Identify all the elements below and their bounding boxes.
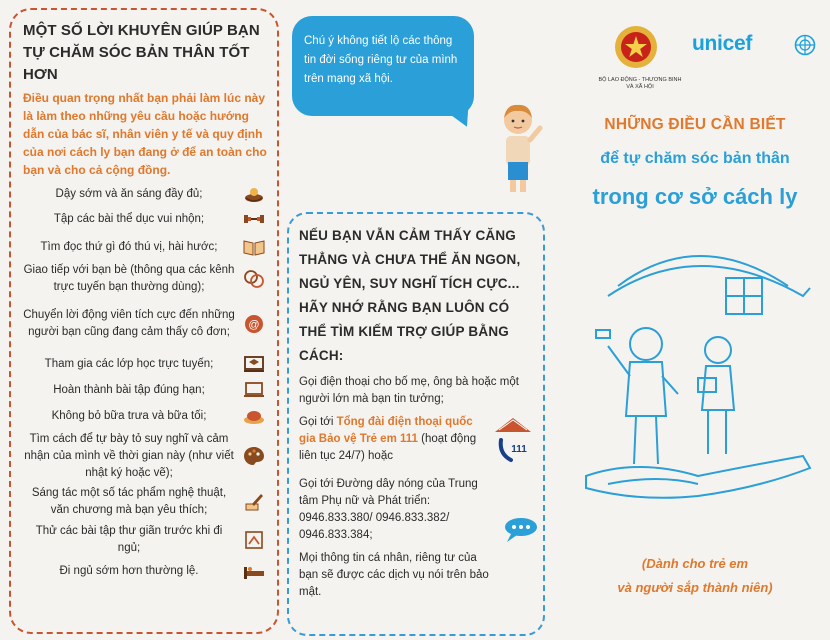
tip-text: Thử các bài tập thư giãn trước khi đi ngủ; — [35, 525, 223, 554]
relax-icon — [241, 527, 267, 553]
dumbbell-icon — [241, 206, 267, 232]
help-item-hotline-111 — [299, 408, 535, 470]
tip-item — [23, 483, 267, 521]
tip-text: Tham gia các lớp học trực tuyến; — [44, 357, 214, 370]
tip-text: Tìm cách để tự bày tỏ suy nghĩ và cảm nhận của mình về thời gian này (như viết nhật ký hoặc vẽ); — [24, 432, 234, 479]
tip-text: Đi ngủ sớm hơn thường lệ. — [59, 564, 199, 577]
audience-line2: và người sắp thành niên) — [617, 580, 773, 595]
pencil-icon — [241, 489, 267, 515]
tip-text: Sáng tác một số tác phẩm nghệ thuật, văn chương mà bạn yêu thích; — [31, 487, 227, 516]
tips-panel — [9, 8, 279, 634]
tip-item — [23, 261, 267, 297]
main-title-line2: để tự chăm sóc bản thân — [600, 150, 790, 167]
online-class-icon — [241, 351, 267, 377]
meal-icon — [241, 403, 267, 429]
main-title-line3: trong cơ sở cách ly — [592, 184, 798, 209]
help-item-parents: Gọi điện thoại cho bố mẹ, ông bà hoặc một người lớn mà bạn tin tưởng; — [299, 376, 519, 405]
chat-bubble-icon — [501, 514, 541, 544]
tip-text: Không bỏ bữa trưa và bữa tối; — [51, 409, 207, 422]
help-title: NẾU BẠN VẪN CẢM THẤY CĂNG THẲNG VÀ CHƯA THỂ ĂN NGON, NGỦ YÊN, SUY NGHĨ TÍCH CỰC... HÃY NHỚ RẰNG BẠN LUÔN CÓ THỂ TÌM KIẾM TRỢ GIÚP BẰNG CÁCH: — [299, 228, 521, 363]
hotline-111-logo-icon — [491, 414, 535, 470]
tip-item — [23, 429, 267, 483]
tip-text: Tập các bài thể dục vui nhộn; — [53, 212, 205, 225]
palette-icon — [241, 443, 267, 469]
tip-item — [23, 351, 267, 377]
message-icon — [241, 311, 267, 337]
tip-item — [23, 403, 267, 429]
tip-text: Tìm đọc thứ gì đó thú vị, hài hước; — [40, 240, 218, 253]
protective-hands-illustration — [578, 226, 818, 526]
tip-item — [23, 297, 267, 351]
tip-item — [23, 377, 267, 403]
help-item-privacy: Mọi thông tin cá nhân, riêng tư của bạn sẽ được các dịch vụ nói trên bảo mật. — [299, 552, 489, 598]
tip-text: Chuyển lời động viên tích cực đến những người bạn cũng đang cảm thấy cô đơn; — [23, 309, 235, 338]
speech-bubble — [292, 16, 474, 116]
tip-text: Dậy sớm và ăn sáng đầy đủ; — [55, 187, 203, 200]
book-icon — [241, 234, 267, 260]
breakfast-icon — [241, 181, 267, 207]
audience-line1: (Dành cho trẻ em — [641, 556, 749, 571]
hotline-suffix: (hoạt động liên tục 24/7) hoặc — [299, 433, 477, 462]
tips-list — [23, 183, 267, 583]
tip-item — [23, 521, 267, 559]
tip-text: Hoàn thành bài tập đúng hạn; — [53, 383, 205, 396]
vietnam-emblem-icon — [613, 24, 659, 70]
hotline-logo-number: 111 — [511, 444, 527, 455]
bed-icon — [241, 558, 267, 584]
ministry-name: BỘ LAO ĐỘNG - THƯƠNG BINH VÀ XÃ HỘI — [598, 77, 682, 90]
main-title-line1: NHỮNG ĐIỀU CẦN BIẾT — [604, 116, 786, 133]
bubble-text: Chú ý không tiết lộ các thông tin đời sống riêng tư của mình trên mạng xã hội. — [304, 35, 458, 85]
tip-item — [23, 559, 267, 583]
help-panel — [287, 212, 545, 636]
svg-text:@: @ — [248, 319, 260, 331]
help-item-women-center: Gọi tới Đường dây nóng của Trung tâm Phụ nữ và Phát triển: 0946.833.380/ 0946.833.382/ 0946.833.384; — [299, 478, 478, 541]
tip-text: Giao tiếp với bạn bè (thông qua các kênh trực tuyến bạn thường dùng); — [23, 264, 235, 293]
hotline-prefix: Gọi tới — [299, 416, 337, 428]
unicef-globe-icon — [794, 34, 816, 56]
boy-illustration — [490, 100, 546, 196]
audience-note — [560, 552, 830, 600]
unicef-logo-text: unicef — [692, 32, 753, 55]
tips-title: MỘT SỐ LỜI KHUYÊN GIÚP BẠN TỰ CHĂM SÓC BẢN THÂN TỐT HƠN — [23, 22, 260, 83]
laptop-icon — [241, 377, 267, 403]
tip-item — [23, 205, 267, 233]
tip-item — [23, 183, 267, 205]
chat-icon — [241, 266, 267, 292]
hotline-111-name: Tổng đài điện thoại quốc gia Bảo vệ Trẻ em 111 — [299, 416, 473, 445]
tip-item — [23, 233, 267, 261]
tips-intro: Điều quan trọng nhất bạn phải làm lúc này là làm theo những yêu cầu hoặc hướng dẫn của bác sĩ, nhân viên y tế và quy định của nơi cách ly bạn đang ở để an toàn cho bạn và cho cả cộng đồng. — [23, 91, 267, 177]
